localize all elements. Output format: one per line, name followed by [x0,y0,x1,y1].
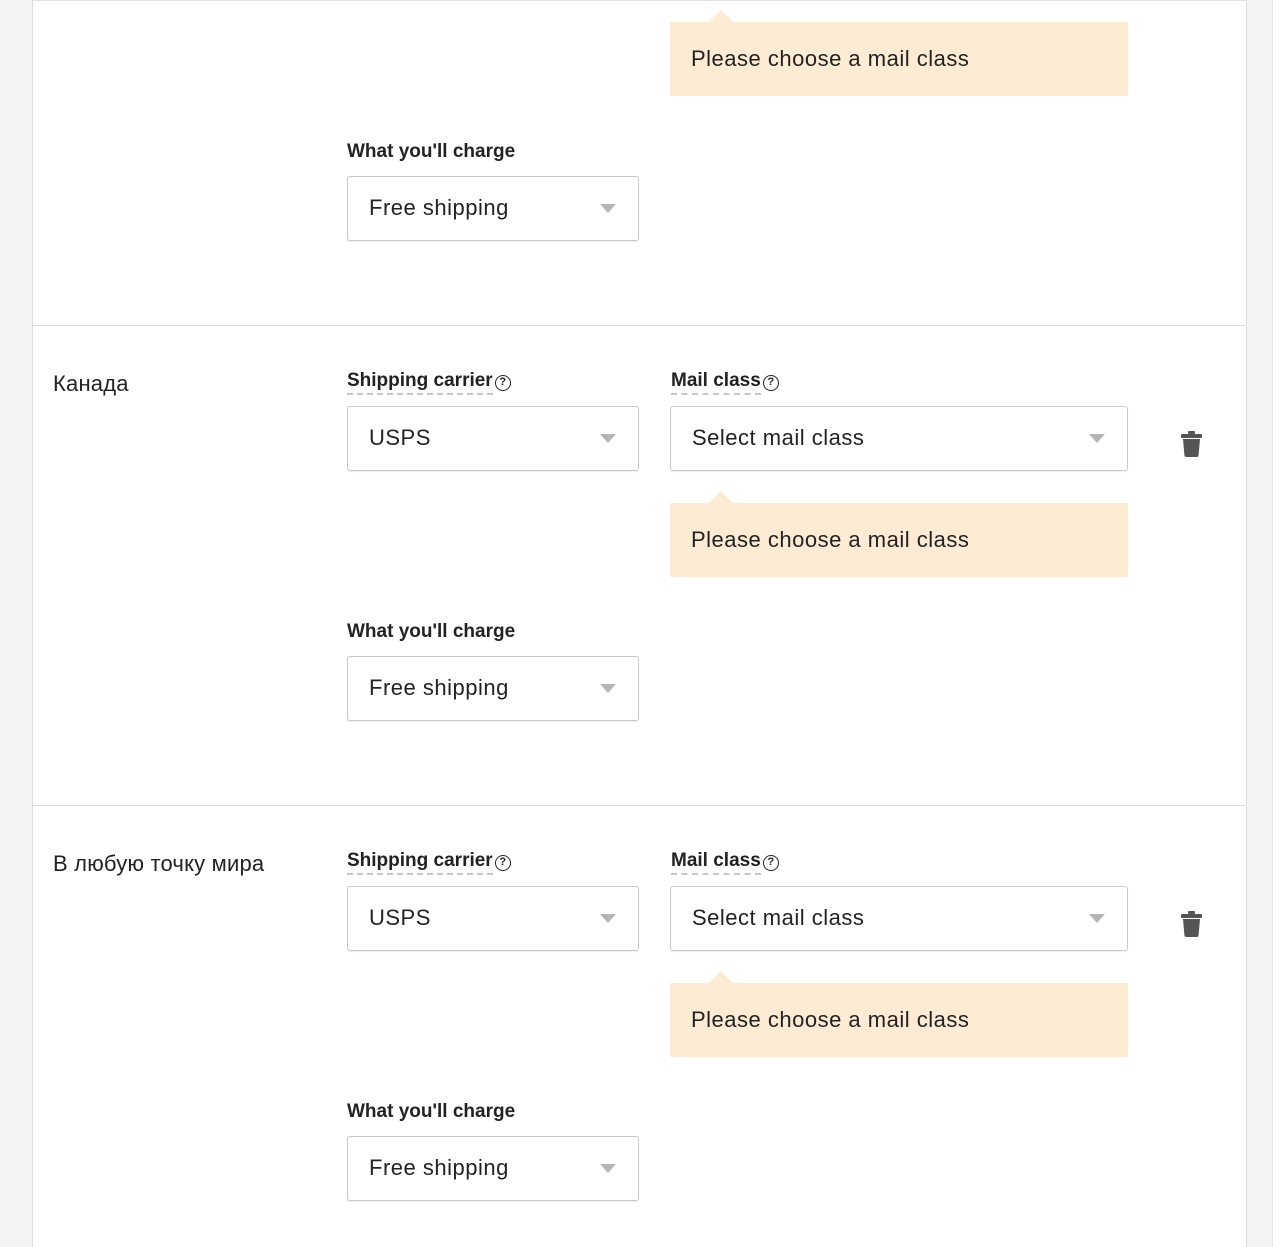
mail-class-error-callout [670,22,1128,96]
mail-class-select[interactable] [670,886,1128,951]
charge-select-value: Free shipping [369,1155,509,1180]
help-circle-icon[interactable]: ? [763,855,779,871]
error-message: Please choose a mail class [691,46,970,71]
help-circle-icon[interactable]: ? [763,375,779,391]
mail-class-label-text: Mail class [671,370,761,395]
trash-icon[interactable] [1181,911,1202,937]
section-divider [32,805,1247,806]
mail-class-label[interactable] [671,850,779,872]
shipping-carrier-label-text: Shipping carrier [347,370,493,395]
shipping-carrier-label[interactable] [347,370,511,392]
shipping-carrier-select[interactable] [347,886,639,951]
chevron-down-icon [600,434,616,443]
shipping-carrier-value: USPS [369,905,431,930]
shipping-carrier-label[interactable] [347,850,511,872]
charge-select[interactable] [347,1136,639,1201]
mail-class-error-callout [670,983,1128,1057]
region-name: В любую точку мира [53,851,265,876]
chevron-down-icon [600,684,616,693]
shipping-panel [32,0,1247,1247]
charge-label [347,1101,515,1123]
callout-pointer [708,491,734,504]
chevron-down-icon [1089,914,1105,923]
chevron-down-icon [600,204,616,213]
trash-icon[interactable] [1181,431,1202,457]
page-edge [1272,0,1280,1247]
mail-class-label-text: Mail class [671,850,761,875]
charge-select[interactable] [347,176,639,241]
region-name: Канада [53,371,129,396]
charge-label-text: What you'll charge [347,1101,516,1122]
charge-select[interactable] [347,656,639,721]
mail-class-value: Select mail class [692,905,865,930]
mail-class-label[interactable] [671,370,779,392]
charge-label [347,141,515,163]
charge-label-text: What you'll charge [347,621,516,642]
chevron-down-icon [600,914,616,923]
charge-select-value: Free shipping [369,195,509,220]
charge-label-text: What you'll charge [347,141,516,162]
shipping-carrier-select[interactable] [347,406,639,471]
mail-class-error-callout [670,503,1128,577]
charge-label [347,621,515,643]
help-circle-icon[interactable]: ? [495,375,511,391]
section-divider [32,325,1247,326]
mail-class-select[interactable] [670,406,1128,471]
chevron-down-icon [1089,434,1105,443]
shipping-carrier-value: USPS [369,425,431,450]
shipping-carrier-label-text: Shipping carrier [347,850,493,875]
mail-class-value: Select mail class [692,425,865,450]
help-circle-icon[interactable]: ? [495,855,511,871]
callout-pointer [708,10,734,23]
charge-select-value: Free shipping [369,675,509,700]
error-message: Please choose a mail class [691,527,970,552]
callout-pointer [708,971,734,984]
chevron-down-icon [600,1164,616,1173]
error-message: Please choose a mail class [691,1007,970,1032]
